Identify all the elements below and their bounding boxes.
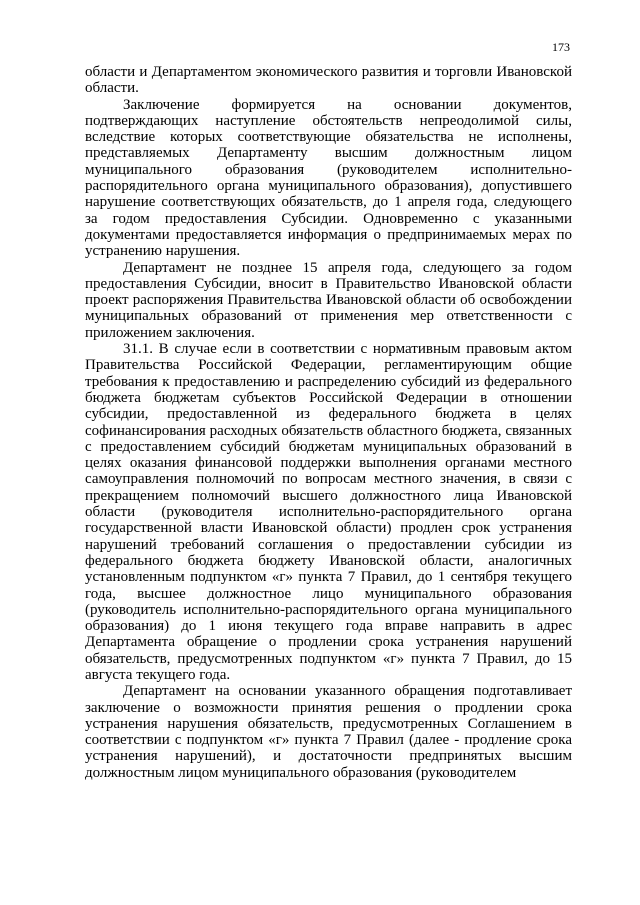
paragraph: Заключение формируется на основании документов, подтверждающих наступление обстоятельств непреодолимой силы, вследствие которых соответствующие обязательства не исполнены, представляемых Департаменту высшим должностным лицом муниципального образования (руководителем исполнительно-распорядительного органа муниципального образования), допустившего нарушение соответствующих обязательств, до 1 апреля года, следующего за годом предоставления Субсидии. Одновременно с указанными документами предоставляется информация о предпринимаемых мерах по устранению нарушения. [85,96,572,260]
paragraph: 31.1. В случае если в соответствии с нормативным правовым актом Правительства Российской Федерации, регламентирующим общие требования к предоставлению и распределению субсидий из федерального бюджета бюджетам субъектов Российской Федерации в отношении субсидии, предоставленной из федерального бюджета в целях софинансирования расходных обязательств областного бюджета, связанных с предоставлением субсидий бюджетам муниципальных образований в целях оказания финансовой поддержки выполнения органами местного самоуправления полномочий по вопросам местного значения, в связи с прекращением полномочий высшего должностного лица Ивановской области (руководителя исполнительно-распорядительного органа государственной власти Ивановской области) продлен срок устранения нарушений требований соглашения о предоставлении субсидии из федерального бюджета бюджету Ивановской области, аналогичных установленным подпунктом «г» пункта 7 Правил, до 1 сентября текущего года, высшее должностное лицо муниципального образования (руководитель исполнительно-распорядительного органа муниципального образования) до 1 июня текущего года вправе направить в адрес Департамента обращение о продлении срока устранения нарушений обязательств, предусмотренных подпунктом «г» пункта 7 Правил, до 15 августа текущего года. [85,341,572,683]
document-body [85,64,572,781]
paragraph: Департамент на основании указанного обращения подготавливает заключение о возможности принятия решения о продлении срока устранения нарушения обязательств, предусмотренных Соглашением в соответствии с подпунктом «г» пункта 7 Правил (далее - продление срока устранения нарушений), и достаточности предпринятых высшим должностным лицом муниципального образования (руководителем [85,683,572,781]
paragraph: области и Департаментом экономического развития и торговли Ивановской области. [85,64,572,97]
paragraph: Департамент не позднее 15 апреля года, следующего за годом предоставления Субсидии, вносит в Правительство Ивановской области проект распоряжения Правительства Ивановской области об освобождении муниципальных образований от применения мер ответственности с приложением заключения. [85,259,572,341]
page-number: 173 [552,40,570,54]
